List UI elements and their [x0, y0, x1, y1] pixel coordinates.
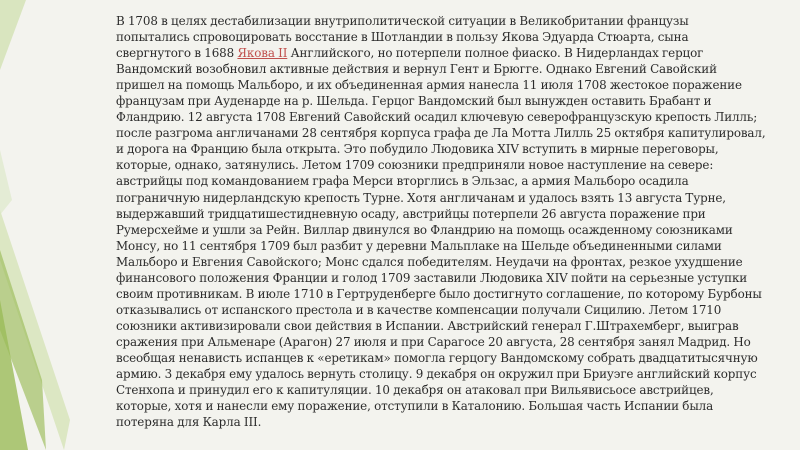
text-line: [116, 318, 788, 334]
text-line: [116, 350, 788, 366]
text-line: [116, 206, 788, 222]
deco-stripe: [0, 0, 26, 70]
text-line: [116, 61, 788, 77]
link-yakov-ii[interactable]: Якова II: [237, 46, 288, 61]
text-line: [116, 270, 788, 286]
text-segment: пришел на помощь Мальборо, и их объединенная армия нанесла 11 июля 1708 жестокое поражение: [116, 78, 742, 93]
text-line: [116, 382, 788, 398]
text-segment: армию. 3 декабря ему удалось вернуть столицу. 9 декабря он окружил при Бриуэге английский корпус: [116, 367, 757, 382]
body-text: [116, 13, 788, 430]
text-segment: Фландрию. 12 августа 1708 Евгений Савойский осадил ключевую северофранцузскую крепость Лилль;: [116, 110, 758, 125]
text-segment: Английского, но потерпели полное фиаско. В Нидерландах герцог: [287, 46, 704, 61]
text-segment: своим противникам. В июле 1710 в Гертруденберге было достигнуто соглашение, по которому Бурбоны: [116, 286, 762, 301]
text-line: [116, 286, 788, 302]
text-line: [116, 222, 788, 238]
text-segment: Стенхопа и принудил его к капитуляции. 10 декабря он атаковал при Вильявисьосе австрийцев,: [116, 383, 714, 398]
text-segment: которые, однако, затянулись. Летом 1709 союзники предприняли новое наступление на севере:: [116, 158, 714, 173]
text-line: [116, 366, 788, 382]
deco-stripe: [0, 150, 12, 215]
text-line: [116, 29, 788, 45]
text-segment: которые, хотя и нанесли ему поражение, отступили в Каталонию. Большая часть Испании была: [116, 399, 714, 414]
text-segment: Вандомский возобновил активные действия и вернул Гент и Брюгге. Однако Евгений Савойский: [116, 62, 717, 77]
text-line: [116, 93, 788, 109]
text-line: [116, 109, 788, 125]
text-segment: попытались спровоцировать восстание в Шотландии в пользу Якова Эдуарда Стюарта, сына: [116, 30, 689, 45]
text-segment: Монсу, но 11 сентября 1709 был разбит у деревни Мальплаке на Шельде объединенными силами: [116, 238, 722, 253]
text-segment: сражения при Альменаре (Арагон) 27 июля и при Сарагосе 20 августа, 28 сентября занял Мадрид. Но: [116, 334, 751, 349]
text-segment: потеряна для Карла III.: [116, 415, 262, 430]
text-line: [116, 45, 788, 61]
text-segment: австрийцы под командованием графа Мерси вторглись в Эльзас, а армия Мальборо осадила: [116, 174, 689, 189]
text-line: [116, 190, 788, 206]
text-segment: финансового положения Франции и голод 1709 заставили Людовика XIV пойти на серьезные уступки: [116, 270, 748, 285]
text-segment: отказывались от испанского престола и в качестве компенсации получали Сицилию. Летом 1710: [116, 302, 722, 317]
text-segment: выдержавший тридцатишестидневную осаду, австрийцы потерпели 26 августа поражение при: [116, 206, 706, 221]
text-line: [116, 173, 788, 189]
text-line: [116, 141, 788, 157]
text-line: [116, 302, 788, 318]
text-segment: В 1708 в целях дестабилизации внутриполитической ситуации в Великобритании французы: [116, 14, 689, 28]
decorative-stripes: [0, 0, 90, 450]
text-segment: Мальборо и Евгения Савойского; Монс сдался победителям. Неудачи на фронтах, резкое ухудшение: [116, 254, 743, 269]
text-segment: французам при Ауденарде на р. Шельда. Герцог Вандомский был вынужден оставить Брабант и: [116, 94, 712, 109]
text-segment: всеобщая ненависть испанцев к «еретикам» помогла герцогу Вандомскому собрать двадцатитысячную: [116, 350, 758, 365]
text-line: [116, 77, 788, 93]
text-line: [116, 157, 788, 173]
text-line: [116, 334, 788, 350]
text-segment: союзники активизировали свои действия в Испании. Австрийский генерал Г.Штрахемберг, выиграв: [116, 318, 739, 333]
text-segment: и дорога на Францию была открыта. Это побудило Людовика XIV вступить в мирные переговоры,: [116, 142, 719, 157]
text-line: [116, 254, 788, 270]
text-segment: свергнутого в 1688: [116, 46, 238, 61]
text-line: [116, 13, 788, 29]
text-segment: пограничную нидерландскую крепость Турне. Хотя англичанам и удалось взять 13 августа Турне,: [116, 190, 726, 205]
text-line: [116, 125, 788, 141]
text-line: [116, 414, 788, 430]
text-segment: Румерсхейме и ушли за Рейн. Виллар двинулся во Фландрию на помощь осажденному союзниками: [116, 222, 733, 237]
text-line: [116, 238, 788, 254]
text-segment: после разгрома англичанами 28 сентября корпуса графа де Ла Мотта Лилль 25 октября капитулировал,: [116, 126, 766, 141]
text-line: [116, 398, 788, 414]
